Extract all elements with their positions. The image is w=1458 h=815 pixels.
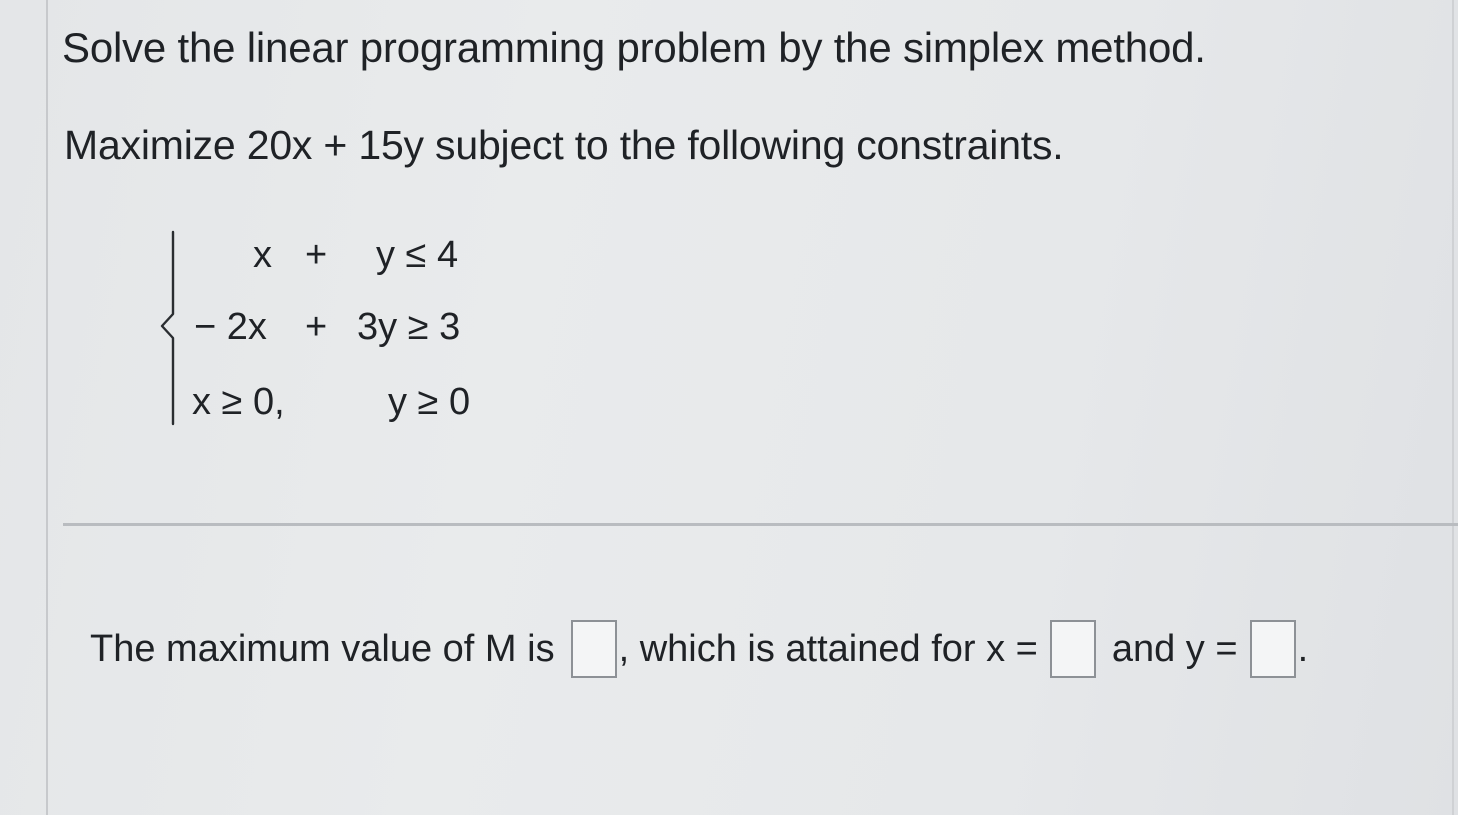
constraint-2-x-term: − 2x: [194, 306, 267, 348]
constraint-2-operator: +: [305, 306, 328, 348]
section-divider: [63, 523, 1458, 526]
max-value-input[interactable]: [571, 620, 617, 678]
answer-text-part4: .: [1297, 627, 1309, 670]
left-brace-icon: [153, 228, 177, 428]
constraint-1-x-term: x: [253, 234, 272, 276]
answer-text-part3: and y =: [1111, 627, 1238, 670]
answer-text-part2: , which is attained for x =: [618, 627, 1038, 670]
constraint-2-rhs: 3y ≥ 3: [357, 306, 461, 348]
right-margin-rule: [1452, 0, 1454, 815]
left-margin-rule: [46, 0, 48, 815]
objective-statement: Maximize 20x + 15y subject to the following constraints.: [64, 122, 1064, 168]
answer-text-part1: The maximum value of M is: [90, 627, 555, 670]
x-value-input[interactable]: [1050, 620, 1096, 678]
answer-sentence: [90, 620, 1308, 678]
constraint-1-rhs: y ≤ 4: [376, 234, 459, 276]
y-value-input[interactable]: [1250, 620, 1296, 678]
constraint-1-operator: +: [305, 234, 328, 276]
problem-instruction: Solve the linear programming problem by the simplex method.: [62, 24, 1206, 71]
nonnegativity-y: y ≥ 0: [388, 381, 471, 423]
nonnegativity-x: x ≥ 0,: [192, 381, 285, 423]
